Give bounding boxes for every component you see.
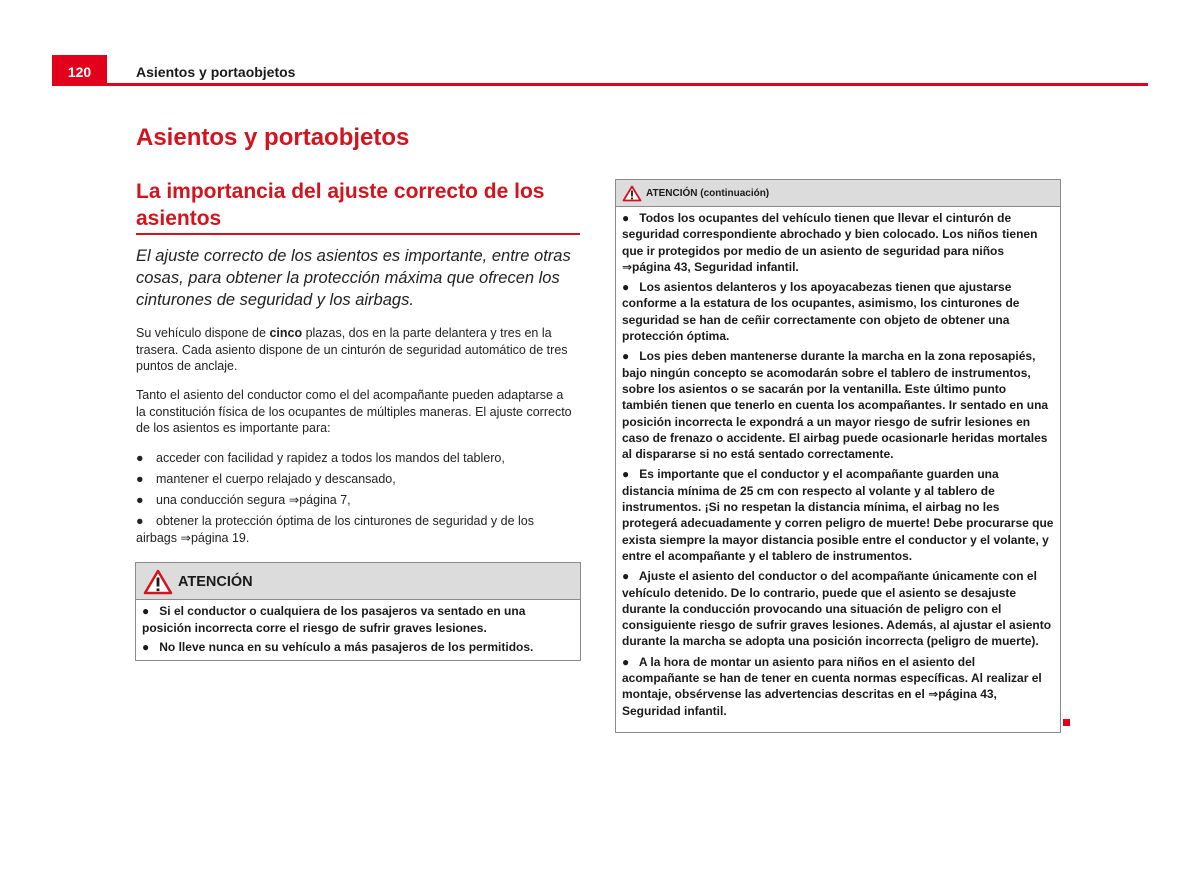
warning-continued-header [616, 180, 1060, 207]
warning-item-text: Si el conductor o cualquiera de los pasajeros va sentado en una posición incorrecta corre el riesgo de sufrir graves lesiones. [142, 604, 526, 635]
warning-item [622, 654, 1054, 719]
page-number: 120 [52, 55, 107, 85]
list-item-text: mantener el cuerpo relajado y descansado, [156, 472, 396, 486]
warning-triangle-icon [622, 185, 642, 202]
warning-triangle-icon [143, 569, 173, 595]
body-paragraph-seats [136, 325, 572, 375]
bullet-icon: ● [622, 654, 630, 669]
list-item-text: acceder con facilidad y rapidez a todos los mandos del tablero, [156, 451, 505, 465]
bullet-icon: ● [622, 211, 630, 225]
warning-item-text: Ajuste el asiento del conductor o del acompañante únicamente con el vehículo detenido. De lo contrario, puede que el asiento se desajuste durante la conducción provocando una situación de peligro con el consiguiente riesgo de sufrir graves lesiones. Además, al ajustar el asiento durante la marcha se adopta una posición incorrecta (peligro de muerte). [622, 569, 1052, 649]
body-paragraph-adjust: Tanto el asiento del conductor como el del acompañante pueden adaptarse a la constitución física de los ocupantes de múltiples maneras. El ajuste correcto de los asientos es importante para: [136, 388, 572, 435]
warning-item-text: Los pies deben mantenerse durante la marcha en la zona reposapiés, bajo ningún concepto se acomodarán sobre el tablero de instrumentos, sobre los asientos o se sacarán por la ventanilla. Este último punto también tienen que tenerlo en cuenta los acompañantes. Ir sentado en una posición incorrecta le expondrá a un mayor riesgo de sufrir lesiones en caso de frenazo o accidente. El airbag puede ocasionarle heridas mortales al dispararse si no está sentado correctamente. [622, 349, 1049, 462]
section-title: Asientos y portaobjetos [136, 124, 410, 151]
warning-item-text: Los asientos delanteros y los apoyacabezas tienen que ajustarse conforme a la estatura de los ocupantes, asimismo, los cinturones de seguridad se han de ceñir correctamente con objeto de obtener una protección óptima. [622, 280, 1020, 344]
list-item [136, 471, 576, 488]
subsection-rule [136, 233, 580, 235]
bullet-icon: ● [136, 514, 144, 528]
warning-item [622, 279, 1054, 344]
warning-item [142, 639, 574, 656]
warning-item [622, 210, 1054, 275]
bullet-icon: ● [136, 493, 144, 507]
warning-continued-box [615, 179, 1061, 733]
warning-continued-title: ATENCIÓN (continuación) [646, 188, 770, 199]
warning-continued-body [616, 207, 1060, 719]
list-item [136, 492, 576, 509]
list-item [136, 513, 576, 546]
warning-item [622, 466, 1054, 564]
warning-item-text: A la hora de montar un asiento para niños en el asiento del acompañante se han de tener en cuenta normas específicas. Al realizar el montaje, obsérvense las advertencias descritas en el ⇒página 43, Seguridad infantil. [622, 654, 1042, 718]
list-item-text: obtener la protección óptima de los cinturones de seguridad y de los airbags ⇒página 19. [136, 514, 535, 545]
warning-header [136, 563, 580, 600]
warning-box [135, 562, 581, 661]
bullet-icon: ● [622, 467, 630, 482]
p1-text-start: Su vehículo dispone de [136, 326, 270, 340]
warning-title: ATENCIÓN [178, 574, 253, 590]
warning-item-text: No lleve nunca en su vehículo a más pasajeros de los permitidos. [159, 640, 534, 654]
bullet-icon: ● [142, 604, 150, 618]
p1-bold-word: cinco [269, 326, 303, 340]
bullet-icon: ● [622, 280, 630, 295]
header-rule [52, 83, 1148, 86]
bullet-icon: ● [136, 472, 144, 486]
warning-body [136, 600, 580, 656]
list-item-text: una conducción segura ⇒página 7, [156, 493, 351, 507]
warning-item-text: Es importante que el conductor y el acompañante guarden una distancia mínima de 25 cm con respecto al volante y al tablero de instrumentos. ¡Si no respetan la distancia mínima, el airbag no les protegerá adecuadamente y corren peligro de muerte! Debe procurarse que exista siempre la mayor distancia posible entre el conductor y el volante, y entre el acompañante y el tablero de instrumentos. [622, 467, 1054, 563]
bullet-icon: ● [136, 451, 144, 465]
adjust-benefits-list [136, 450, 576, 551]
warning-item [622, 348, 1054, 462]
page-header [52, 55, 1148, 85]
warning-item-text: Todos los ocupantes del vehículo tienen que llevar el cinturón de seguridad correspondiente abrochado y bien colocado. Los niños tienen que ir protegidos por medio de un asiento de seguridad para niños ⇒página 43, Seguridad infantil. [622, 211, 1038, 274]
bullet-icon: ● [142, 640, 150, 654]
p1-text-end: plazas, dos en la parte delantera y tres en la trasera. Cada asiento dispone de un cinturón de seguridad automático de tres puntos de anclaje. [136, 326, 568, 373]
bullet-icon: ● [622, 349, 630, 364]
subsection-title: La importancia del ajuste correcto de los asientos [136, 180, 545, 230]
warning-item [622, 568, 1054, 649]
list-item [136, 450, 576, 467]
section-end-marker [1063, 719, 1070, 726]
warning-item [142, 603, 574, 636]
running-header-title: Asientos y portaobjetos [136, 64, 296, 80]
intro-paragraph: El ajuste correcto de los asientos es importante, entre otras cosas, para obtener la protección máxima que ofrecen los cinturones de seguridad y los airbags. [136, 247, 571, 309]
bullet-icon: ● [622, 569, 630, 584]
